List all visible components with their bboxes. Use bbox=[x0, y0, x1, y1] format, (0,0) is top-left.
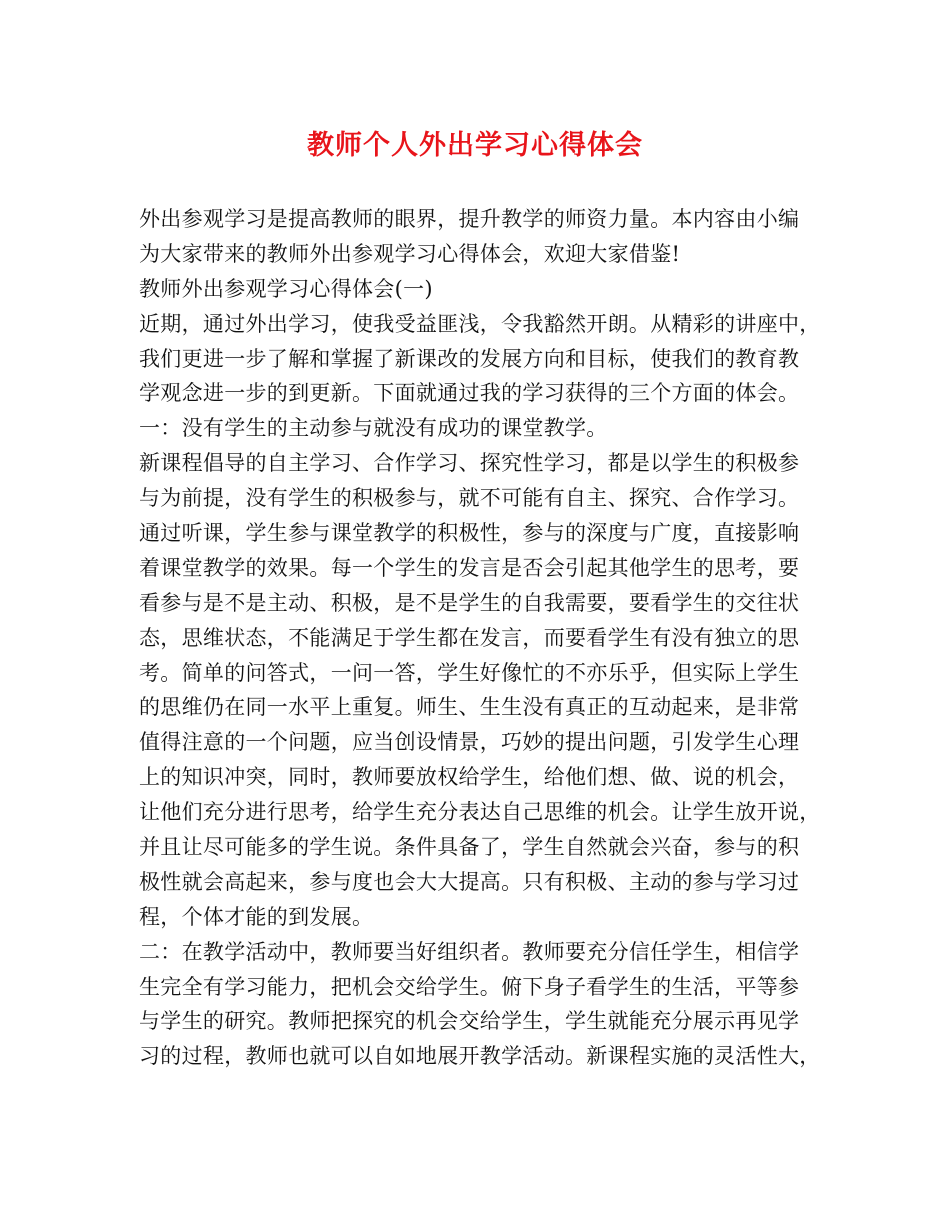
text-line: 我们更进一步了解和掌握了新课改的发展方向和目标，使我们的教育教 bbox=[139, 346, 800, 371]
text-line: 着课堂教学的效果。每一个学生的发言是否会引起其他学生的思考，要 bbox=[139, 555, 800, 580]
text-line: 习的过程，教师也就可以自如地展开教学活动。新课程实施的灵活性大， bbox=[139, 1044, 821, 1069]
text-line: 考。简单的问答式，一问一答，学生好像忙的不亦乐乎，但实际上学生 bbox=[139, 660, 800, 685]
text-line: 看参与是不是主动、积极，是不是学生的自我需要，要看学生的交往状 bbox=[139, 590, 800, 615]
text-line: 教师外出参观学习心得体会(一) bbox=[139, 276, 433, 301]
text-line: 上的知识冲突，同时，教师要放权给学生，给他们想、做、说的机会， bbox=[139, 765, 800, 790]
text-line: 新课程倡导的自主学习、合作学习、探究性学习，都是以学生的积极参 bbox=[139, 451, 800, 476]
text-line: 值得注意的一个问题，应当创设情景，巧妙的提出问题，引发学生心理 bbox=[139, 730, 800, 755]
text-line: 让他们充分进行思考，给学生充分表达自己思维的机会。让学生放开说， bbox=[139, 800, 821, 825]
text-line: 极性就会高起来，参与度也会大大提高。只有积极、主动的参与学习过 bbox=[139, 869, 800, 894]
text-line: 并且让尽可能多的学生说。条件具备了，学生自然就会兴奋，参与的积 bbox=[139, 835, 800, 860]
text-line: 一：没有学生的主动参与就没有成功的课堂教学。 bbox=[139, 416, 608, 441]
text-line: 通过听课，学生参与课堂教学的积极性，参与的深度与广度，直接影响 bbox=[139, 521, 800, 546]
text-line: 程，个体才能的到发展。 bbox=[139, 904, 374, 929]
text-line: 生完全有学习能力，把机会交给学生。俯下身子看学生的生活，平等参 bbox=[139, 974, 800, 999]
document-body bbox=[139, 202, 829, 1074]
text-line: 二：在教学活动中，教师要当好组织者。教师要充分信任学生，相信学 bbox=[139, 939, 800, 964]
text-line: 外出参观学习是提高教师的眼界，提升教学的师资力量。本内容由小编 bbox=[139, 207, 800, 231]
text-line: 态，思维状态，不能满足于学生都在发言，而要看学生有没有独立的思 bbox=[139, 625, 800, 650]
text-line: 与为前提，没有学生的积极参与，就不可能有自主、探究、合作学习。 bbox=[139, 486, 800, 511]
text-line: 的思维仍在同一水平上重复。师生、生生没有真正的互动起来，是非常 bbox=[139, 695, 800, 720]
document-title: 教师个人外出学习心得体会 bbox=[307, 130, 643, 161]
text-line: 与学生的研究。教师把探究的机会交给学生，学生就能充分展示再见学 bbox=[139, 1009, 800, 1034]
text-line: 为大家带来的教师外出参观学习心得体会，欢迎大家借鉴! bbox=[139, 241, 681, 266]
text-line: 学观念进一步的到更新。下面就通过我的学习获得的三个方面的体会。 bbox=[139, 381, 800, 406]
text-line: 近期，通过外出学习，使我受益匪浅，令我豁然开朗。从精彩的讲座中， bbox=[139, 311, 821, 336]
